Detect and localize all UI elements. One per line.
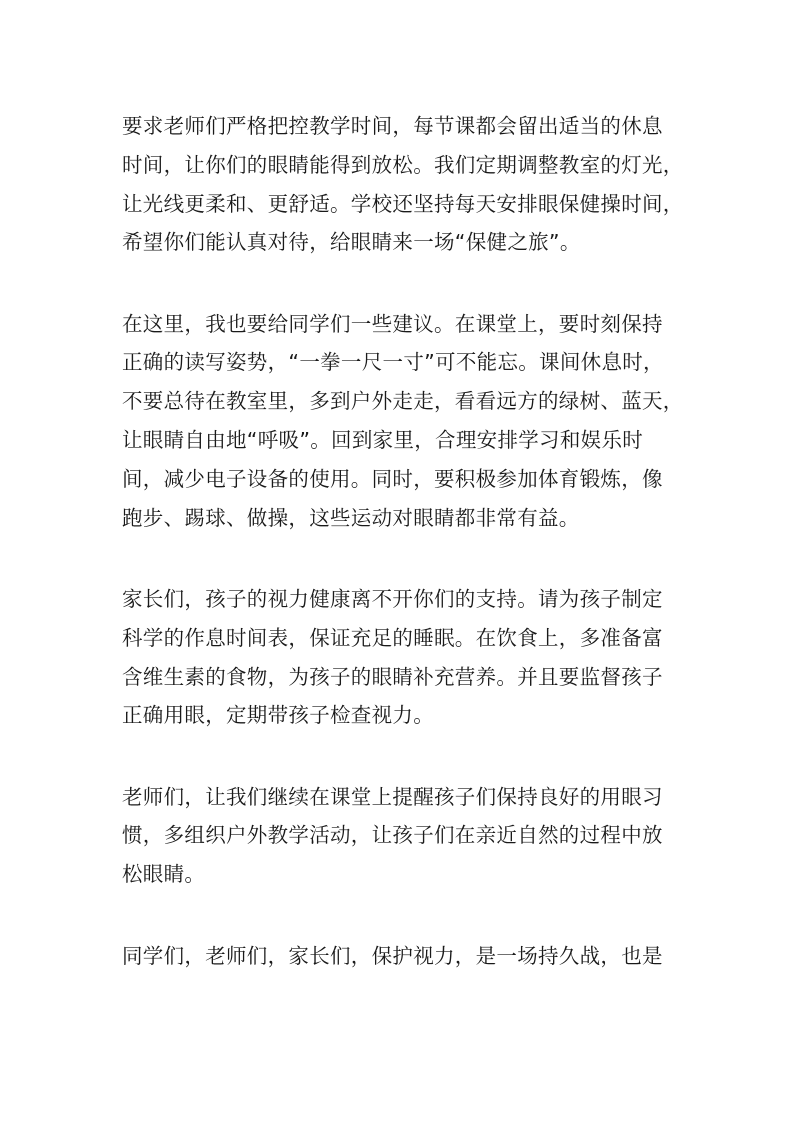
text-line: 家长们，孩子的视力健康离不开你们的支持。请为孩子制定 xyxy=(122,586,663,611)
text-line: 正确的读写姿势，“一拳一尺一寸”可不能忘。课间休息时， xyxy=(122,350,664,375)
text-line: 松眼睛。 xyxy=(122,862,206,887)
text-line: 不要总待在教室里，多到户外走走，看看远方的绿树、蓝天， xyxy=(122,389,684,414)
paragraph-teacher-advice xyxy=(122,778,687,894)
document-body xyxy=(122,107,687,1018)
text-line: 科学的作息时间表，保证充足的睡眠。在饮食上，多准备富 xyxy=(122,625,663,650)
text-line: 跑步、踢球、做操，这些运动对眼睛都非常有益。 xyxy=(122,505,580,530)
text-line: 正确用眼，定期带孩子检查视力。 xyxy=(122,703,434,728)
text-line: 惯，多组织户外教学活动，让孩子们在亲近自然的过程中放 xyxy=(122,823,663,848)
text-line: 让眼睛自由地“呼吸”。回到家里，合理安排学习和娱乐时 xyxy=(122,428,644,453)
text-line: 让光线更柔和、更舒适。学校还坚持每天安排眼保健操时间， xyxy=(122,191,684,216)
text-line: 老师们，让我们继续在课堂上提醒孩子们保持良好的用眼习 xyxy=(122,784,663,809)
paragraph-school-measures xyxy=(122,107,687,262)
paragraph-parent-advice xyxy=(122,580,687,735)
text-line: 间，减少电子设备的使用。同时，要积极参加体育锻炼，像 xyxy=(122,466,663,491)
paragraph-student-advice xyxy=(122,305,687,538)
text-line: 同学们，老师们，家长们，保护视力，是一场持久战，也是 xyxy=(122,943,663,968)
text-line: 希望你们能认真对待，给眼睛来一场“保健之旅”。 xyxy=(122,230,581,255)
paragraph-closing xyxy=(122,937,687,976)
text-line: 要求老师们严格把控教学时间，每节课都会留出适当的休息 xyxy=(122,114,663,138)
text-line: 时间，让你们的眼睛能得到放松。我们定期调整教室的灯光， xyxy=(122,152,684,177)
text-line: 在这里，我也要给同学们一些建议。在课堂上，要时刻保持 xyxy=(122,311,663,336)
text-line: 含维生素的食物，为孩子的眼睛补充营养。并且要监督孩子 xyxy=(122,664,663,689)
